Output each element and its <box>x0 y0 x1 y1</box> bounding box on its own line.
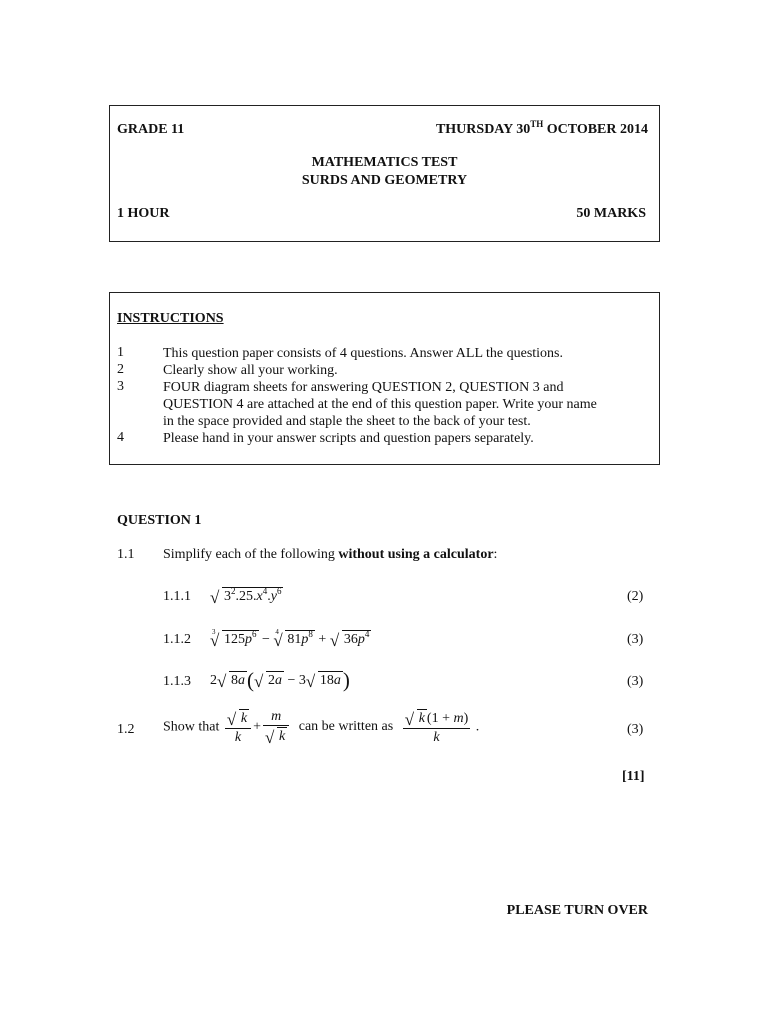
q1-2-can-be-written: can be written as <box>298 719 394 735</box>
fourth-root: √ 4 $81p^8$ <box>274 630 315 648</box>
radical: √ 2a <box>255 671 284 689</box>
instruction-text: This question paper consists of 4 questions. Answer ALL the questions. <box>163 346 563 361</box>
q1-1-1-number: 1.1.1 <box>163 589 191 604</box>
instruction-number: 4 <box>117 430 124 445</box>
q1-1-colon: : <box>493 547 498 562</box>
q1-2-period: . <box>475 719 480 735</box>
instruction-item <box>117 379 609 430</box>
q1-2-marks: (3) <box>627 722 644 737</box>
instruction-text: Please hand in your answer scripts and question papers separately. <box>163 431 534 446</box>
instruction-item <box>117 345 609 362</box>
radical: √ k <box>266 727 287 745</box>
fraction: √ $\frac{k}{k}$ <box>225 709 251 745</box>
test-duration: 1 HOUR <box>117 206 170 221</box>
q1-1-instruction <box>163 547 497 563</box>
q1-1-2-expression: √ 3 $125p^6$ − √ 4 $81p^8$ + √ $36p^4$ <box>210 630 371 648</box>
fraction: √ $\frac{k (1 + m)}{k}$ <box>403 709 471 745</box>
radical: √ 8a <box>218 671 247 689</box>
instructions-heading: INSTRUCTIONS <box>117 311 224 326</box>
test-date <box>435 119 648 138</box>
radical: √ k <box>406 709 427 727</box>
q1-1-3-marks: (3) <box>627 674 644 689</box>
q1-1-1-marks: (2) <box>627 589 644 604</box>
q1-2-number: 1.2 <box>117 722 135 737</box>
instruction-text: FOUR diagram sheets for answering QUESTION 2, QUESTION 3 and QUESTION 4 are attached at the end of this question paper. Write your name in the space provided and staple the sheet to the back of your test. <box>163 380 597 429</box>
test-total-marks: 50 MARKS <box>576 206 646 221</box>
q1-1-text: Simplify each of the following <box>163 547 339 562</box>
q1-1-3-expression: 2√ 8a(√ 2a − 3√ 18a) <box>210 670 350 691</box>
q1-1-2-marks: (3) <box>627 632 644 647</box>
test-date-suffix: OCTOBER 2014 <box>543 122 648 137</box>
radical: √ $3^2.25.x^4.y^6$ <box>211 587 283 605</box>
radical: √ 18a <box>307 671 343 689</box>
radical: √ $36p^4$ <box>331 630 372 648</box>
please-turn-over: PLEASE TURN OVER <box>506 903 648 918</box>
fraction: m √ k <box>263 709 289 745</box>
instruction-item <box>117 430 609 447</box>
instructions-list <box>117 345 609 447</box>
q1-1-2-number: 1.1.2 <box>163 632 191 647</box>
cube-root: √ 3 $125p^6$ <box>211 630 259 648</box>
instruction-number: 1 <box>117 345 124 360</box>
test-subtitle: SURDS AND GEOMETRY <box>301 173 468 188</box>
test-date-sup: TH <box>530 119 544 129</box>
q1-1-1-expression <box>210 587 283 605</box>
q1-1-3-number: 1.1.3 <box>163 674 191 689</box>
question-1-heading: QUESTION 1 <box>117 513 202 528</box>
instruction-number: 2 <box>117 362 124 377</box>
test-date-prefix: THURSDAY 30 <box>435 122 531 137</box>
q1-1-number: 1.1 <box>117 547 135 562</box>
grade-label: GRADE 11 <box>117 122 185 137</box>
test-title: MATHEMATICS TEST <box>311 155 458 170</box>
radical: √ k <box>228 709 249 727</box>
instruction-item <box>117 362 609 379</box>
instruction-number: 3 <box>117 379 124 394</box>
q1-2-show-that: Show that <box>163 719 220 735</box>
instruction-text: Clearly show all your working. <box>163 363 338 378</box>
q1-2-statement: Show that √ $\frac{k}{k}$ + m √ k can be written as √ $\frac{k (1 + m)}{k}$ . <box>163 709 479 745</box>
question-1-total: [11] <box>622 769 645 784</box>
q1-1-emphasis: without using a calculator <box>338 547 494 562</box>
